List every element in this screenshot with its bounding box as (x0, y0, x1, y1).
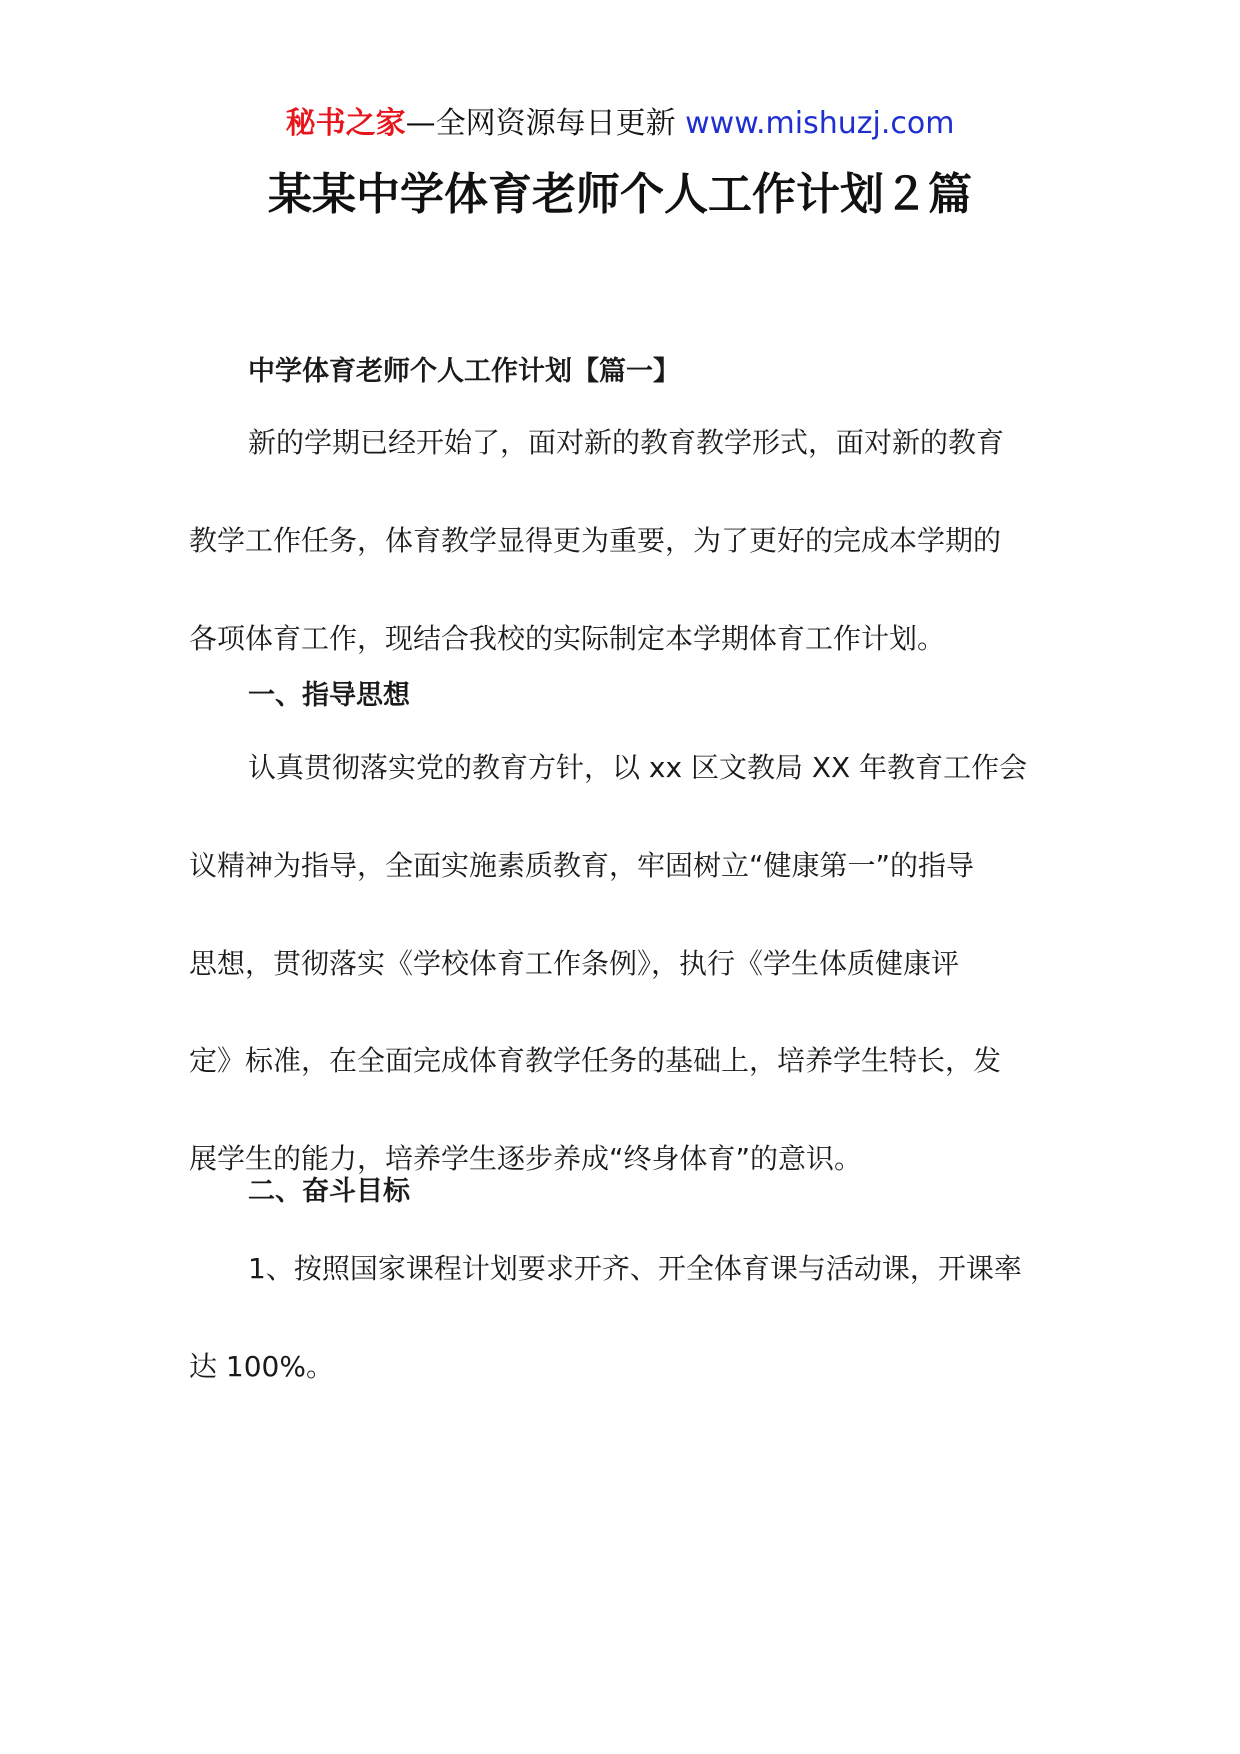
paragraph-line: 认真贯彻落实党的教育方针，以 xx 区文教局 XX 年教育工作会 (248, 751, 1028, 784)
paragraph-line: 新的学期已经开始了，面对新的教育教学形式，面对新的教育 (248, 426, 1005, 459)
site-banner (0, 100, 1240, 148)
brand-name: 秘书之家 (285, 106, 406, 141)
paragraph-line: 1、按照国家课程计划要求开齐、开全体育课与活动课，开课率 (248, 1252, 1022, 1285)
paragraph-line: 定》标准，在全面完成体育教学任务的基础上，培养学生特长，发 (189, 1044, 1002, 1078)
goals-paragraph (189, 1220, 1069, 1416)
site-url-link[interactable]: www.mishuzj.com (685, 106, 955, 141)
intro-paragraph (189, 394, 1069, 687)
part-heading: 中学体育老师个人工作计划【篇一】 (248, 356, 680, 387)
paragraph-line: 各项体育工作，现结合我校的实际制定本学期体育工作计划。 (189, 621, 946, 655)
paragraph-line: 展学生的能力，培养学生逐步养成“终身体育”的意识。 (189, 1142, 863, 1176)
guiding-ideology-paragraph (189, 719, 1069, 1208)
paragraph-line: 思想，贯彻落实《学校体育工作条例》，执行《学生体质健康评 (189, 946, 960, 980)
banner-tagline: —全网资源每日更新 (405, 106, 686, 141)
section-heading-goals: 二、奋斗目标 (248, 1176, 410, 1207)
paragraph-line: 达 100%。 (189, 1349, 334, 1383)
section-heading-guiding-ideology: 一、指导思想 (248, 680, 410, 711)
paragraph-line: 教学工作任务，体育教学显得更为重要，为了更好的完成本学期的 (189, 523, 1002, 557)
paragraph-line: 议精神为指导，全面实施素质教育，牢固树立“健康第一”的指导 (189, 848, 975, 882)
document-title: 某某中学体育老师个人工作计划２篇 (268, 169, 972, 220)
